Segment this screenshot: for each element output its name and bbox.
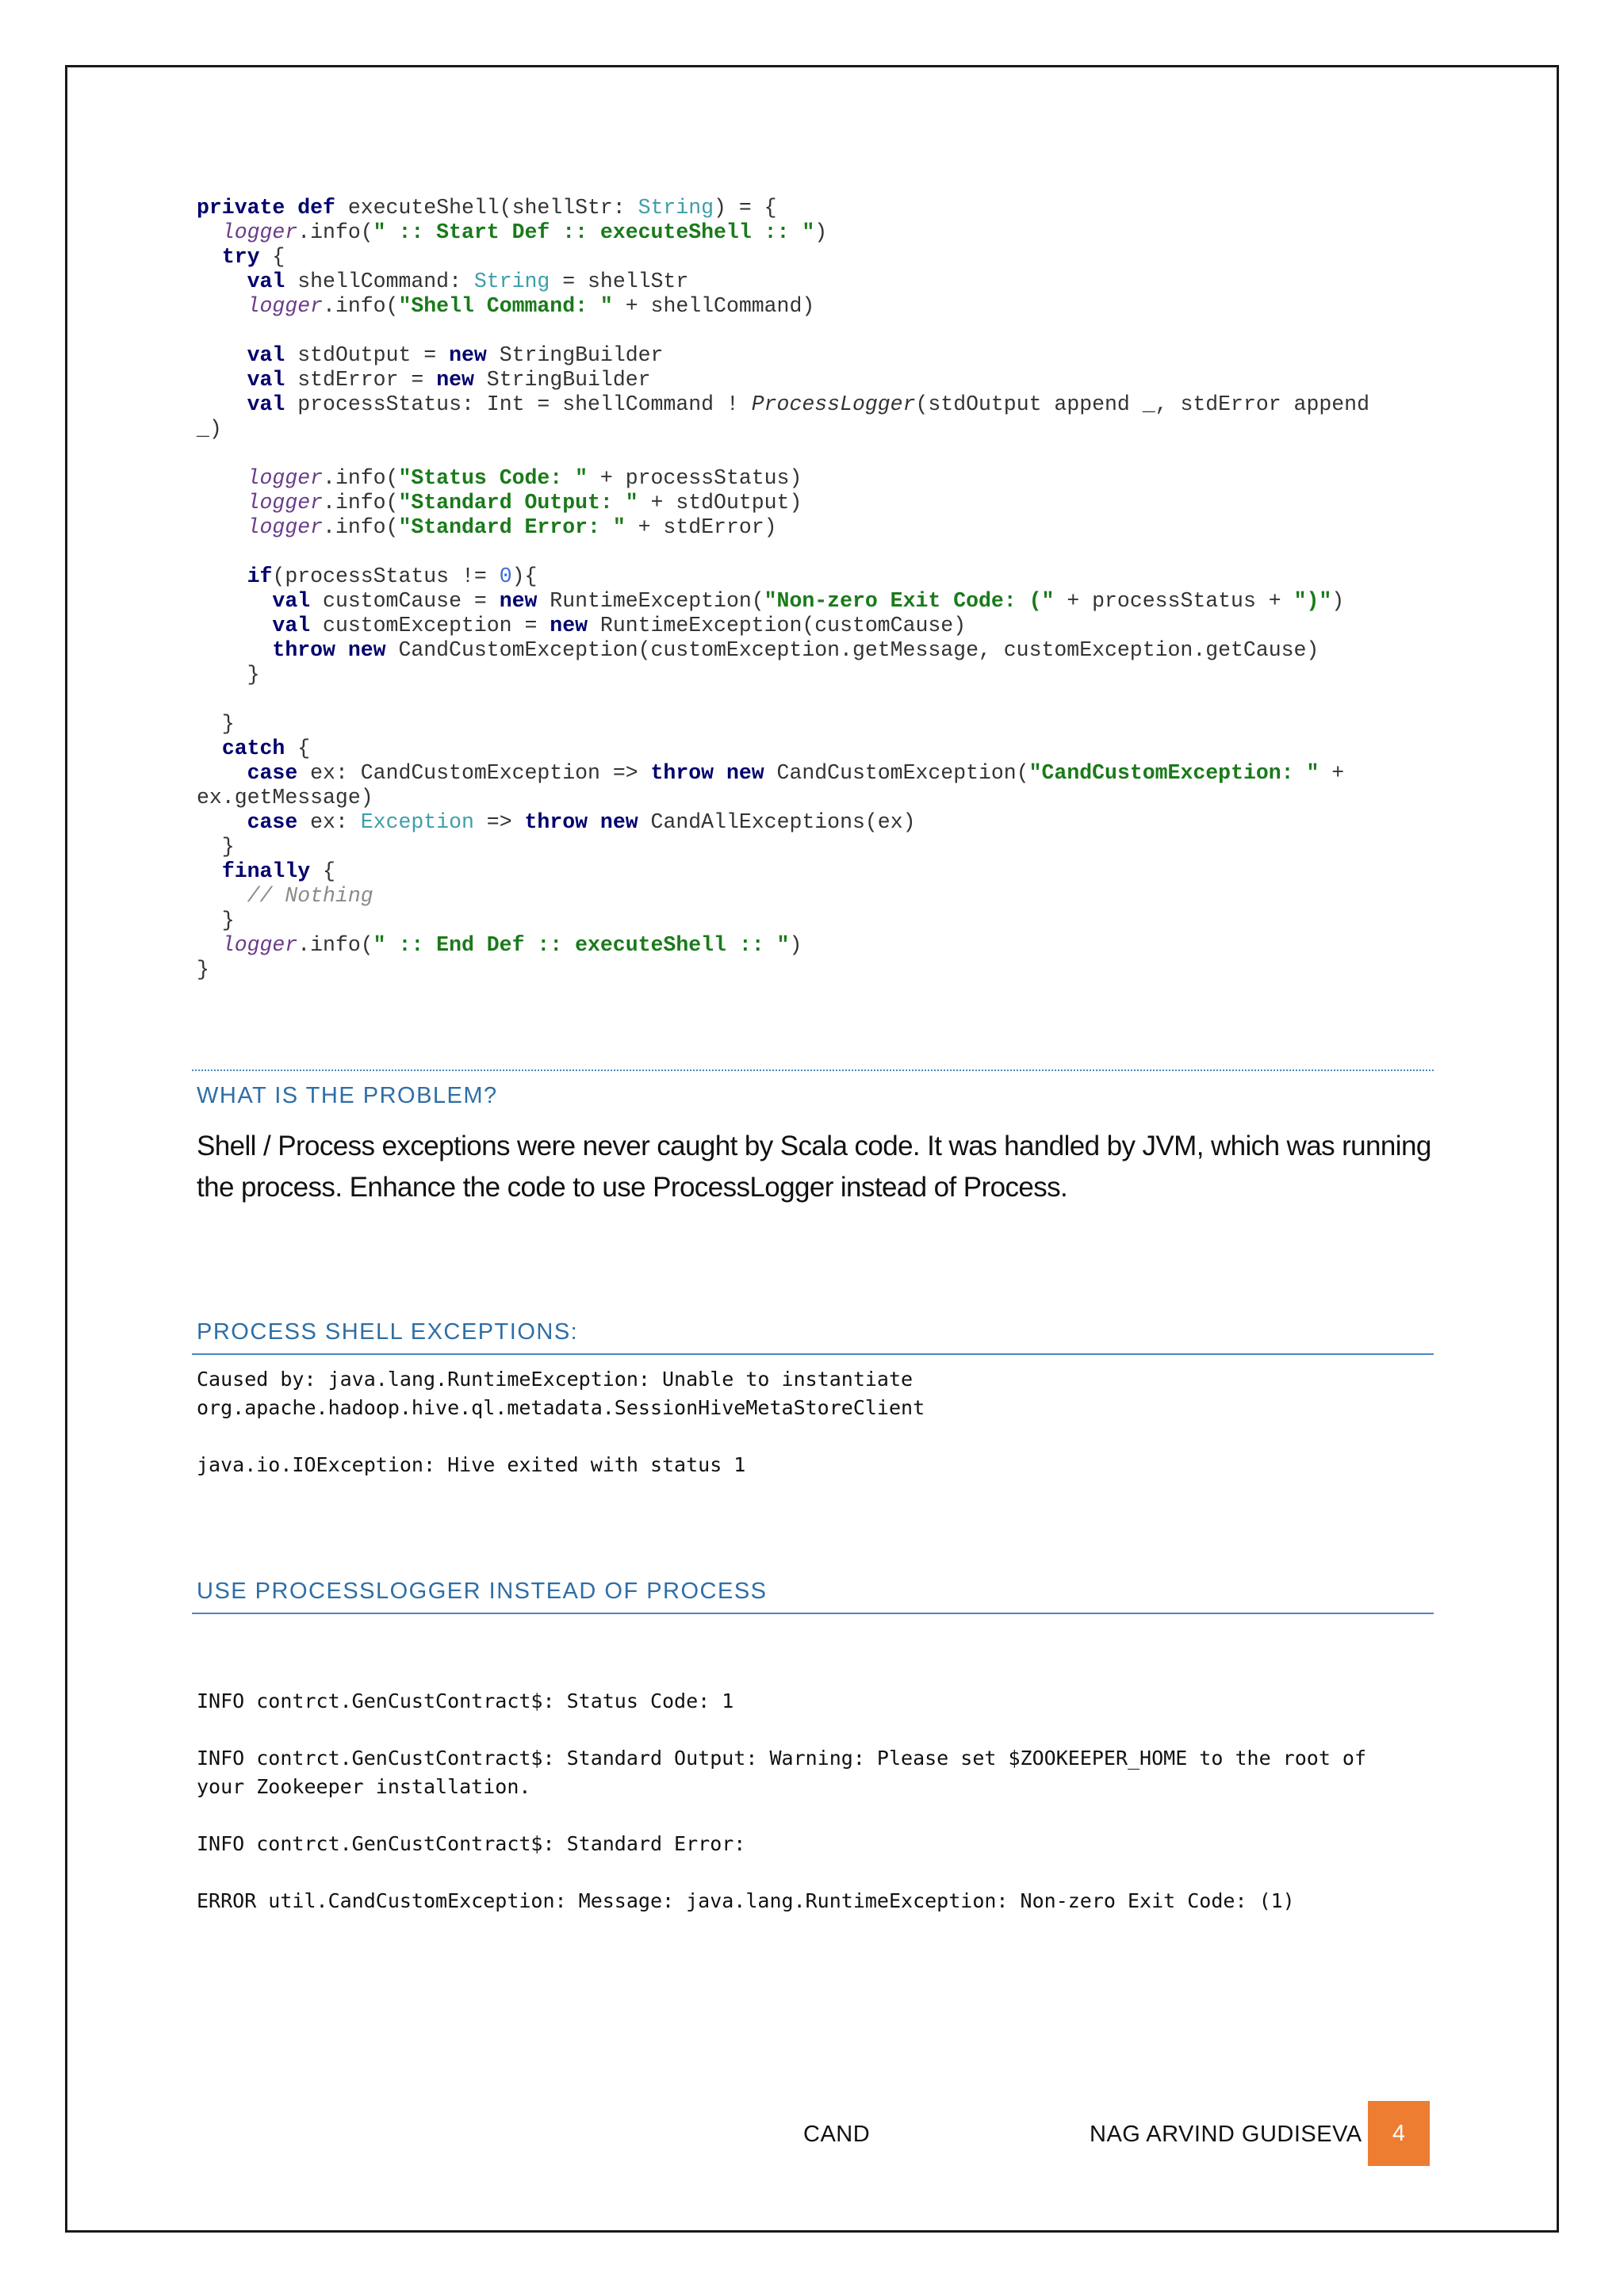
code-token: throw new <box>650 761 764 785</box>
code-line <box>197 442 1434 466</box>
code-token: ProcessLogger <box>751 392 916 416</box>
code-line <box>197 835 1434 859</box>
code-token: "Standard Output: " <box>398 491 638 515</box>
code-token: StringBuilder <box>473 368 651 392</box>
heading-process-shell-exceptions: PROCESS SHELL EXCEPTIONS: <box>197 1319 579 1345</box>
code-token <box>197 589 272 613</box>
code-token: case <box>247 761 298 785</box>
code-token <box>197 737 222 760</box>
code-line <box>197 712 1434 737</box>
code-token <box>197 294 247 318</box>
code-token: processStatus: Int = shellCommand ! <box>285 392 752 416</box>
code-token <box>197 859 222 883</box>
code-line <box>197 392 1434 417</box>
code-token <box>197 884 247 908</box>
code-token <box>197 515 247 539</box>
code-token: + <box>1319 761 1345 785</box>
code-token <box>197 245 222 269</box>
code-line <box>197 614 1434 638</box>
code-line <box>197 859 1434 884</box>
code-token: (processStatus != <box>272 564 500 588</box>
code-token: { <box>285 737 311 760</box>
code-line <box>197 589 1434 614</box>
code-token <box>197 392 247 416</box>
code-token: (stdOutput append _, stdError append <box>915 392 1369 416</box>
code-line <box>197 540 1434 564</box>
code-line <box>197 220 1434 245</box>
code-token: logger <box>221 220 298 244</box>
code-token: val <box>247 392 285 416</box>
code-token <box>197 368 247 392</box>
code-token: CandCustomException( <box>764 761 1029 785</box>
code-token: throw new <box>272 638 386 662</box>
code-token: + stdOutput) <box>638 491 802 515</box>
heading-underline <box>192 1613 1434 1614</box>
code-token: " :: End Def :: executeShell :: " <box>373 933 790 957</box>
code-token: => <box>473 810 525 834</box>
code-token: ex: <box>297 810 361 834</box>
code-token: } <box>197 958 209 982</box>
code-token: .info( <box>297 220 373 244</box>
code-token: val <box>247 270 285 293</box>
code-token: // Nothing <box>247 884 373 908</box>
code-line <box>197 368 1434 392</box>
code-token <box>197 761 247 785</box>
code-token: case <box>247 810 298 834</box>
code-token: "Non-zero Exit Code: (" <box>764 589 1055 613</box>
code-line <box>197 884 1434 909</box>
code-token: val <box>272 614 311 637</box>
code-token: catch <box>221 737 285 760</box>
code-token: val <box>272 589 311 613</box>
code-line <box>197 737 1434 761</box>
code-token: stdError = <box>285 368 437 392</box>
code-token: ) = { <box>714 196 777 220</box>
code-token: { <box>310 859 335 883</box>
code-token: stdOutput = <box>285 343 450 367</box>
processlogger-log: INFO contrct.GenCustContract$: Status Code: 1 INFO contrct.GenCustContract$: Standard Output: Warning: Please set $ZOOKEEPER_HOME to the root of your Zookeeper installation. INFO contrct.GenCustContract$: Standard Error: ERROR util.CandCustomException: Message: java.lang.RuntimeException: Non-zero Exit Code: (1) <box>197 1689 1367 1912</box>
code-token: } <box>197 909 235 932</box>
code-token: .info( <box>323 294 399 318</box>
code-token: logger <box>247 294 324 318</box>
code-line <box>197 343 1434 368</box>
code-token: RuntimeException(customCause) <box>588 614 967 637</box>
code-token: ex.getMessage) <box>197 786 373 809</box>
code-line <box>197 909 1434 933</box>
footer-label: CAND <box>803 2122 871 2147</box>
code-token: ) <box>789 933 802 957</box>
code-token: val <box>247 368 285 392</box>
code-token: "Status Code: " <box>398 466 588 490</box>
code-token: { <box>259 245 285 269</box>
code-token: .info( <box>323 515 399 539</box>
code-line <box>197 515 1434 540</box>
code-token: " :: Start Def :: executeShell :: " <box>373 220 815 244</box>
code-token: logger <box>247 491 324 515</box>
code-line <box>197 245 1434 270</box>
page-number-badge: 4 <box>1368 2101 1430 2166</box>
code-token: ex: CandCustomException => <box>297 761 651 785</box>
code-line <box>197 687 1434 712</box>
code-line <box>197 638 1434 663</box>
code-token: customCause = <box>310 589 500 613</box>
heading-underline <box>192 1353 1434 1355</box>
code-line <box>197 466 1434 491</box>
code-token: Exception <box>360 810 474 834</box>
code-token: .info( <box>323 491 399 515</box>
code-token: = shellStr <box>550 270 689 293</box>
code-token: shellCommand: <box>285 270 474 293</box>
footer-author: NAG ARVIND GUDISEVA <box>1090 2122 1362 2147</box>
code-token: "Shell Command: " <box>398 294 613 318</box>
code-token <box>197 810 247 834</box>
code-token: private def <box>197 196 348 220</box>
code-token: logger <box>247 515 324 539</box>
code-token <box>197 466 247 490</box>
code-line <box>197 958 1434 982</box>
code-token: logger <box>221 933 298 957</box>
heading-use-processlogger: USE PROCESSLOGGER INSTEAD OF PROCESS <box>197 1578 768 1604</box>
code-line <box>197 663 1434 687</box>
code-token: "CandCustomException: " <box>1028 761 1320 785</box>
heading-problem: WHAT IS THE PROBLEM? <box>197 1083 498 1108</box>
code-token: customException = <box>310 614 550 637</box>
code-line <box>197 933 1434 958</box>
code-token: new <box>436 368 474 392</box>
code-token <box>197 220 222 244</box>
code-token: _) <box>197 417 222 441</box>
code-token: } <box>197 712 235 736</box>
code-token: CandAllExceptions(ex) <box>638 810 916 834</box>
code-line <box>197 294 1434 319</box>
code-token: if <box>247 564 273 588</box>
code-token: CandCustomException(customException.getMessage, customException.getCause) <box>385 638 1320 662</box>
code-token <box>197 614 272 637</box>
code-line <box>197 319 1434 343</box>
code-token: + shellCommand) <box>612 294 815 318</box>
code-line <box>197 491 1434 515</box>
code-token: .info( <box>297 933 373 957</box>
code-token: String <box>638 196 714 220</box>
code-token: val <box>247 343 285 367</box>
exceptions-log: Caused by: java.lang.RuntimeException: Unable to instantiate org.apache.hadoop.hive.ql.metadata.SessionHiveMetaStoreClient java.io.IOException: Hive exited with status 1 <box>197 1368 925 1476</box>
code-token: ){ <box>511 564 538 588</box>
code-line <box>197 417 1434 442</box>
code-token: finally <box>221 859 311 883</box>
code-token: RuntimeException( <box>537 589 764 613</box>
code-line <box>197 196 1434 220</box>
code-token: "Standard Error: " <box>398 515 626 539</box>
code-token: String <box>473 270 550 293</box>
code-token: 0 <box>499 564 512 588</box>
code-token <box>197 638 272 662</box>
section-divider <box>192 1070 1434 1071</box>
code-token: throw new <box>524 810 638 834</box>
code-token: } <box>197 835 235 859</box>
scala-code-block <box>197 196 1434 982</box>
code-token: + processStatus) <box>588 466 802 490</box>
code-token <box>197 564 247 588</box>
code-token: new <box>499 589 538 613</box>
code-line <box>197 564 1434 589</box>
code-line <box>197 810 1434 835</box>
code-token: logger <box>247 466 324 490</box>
code-token: new <box>550 614 588 637</box>
code-token: executeShell(shellStr: <box>347 196 638 220</box>
code-token <box>197 343 247 367</box>
code-token: ")" <box>1293 589 1332 613</box>
code-token: new <box>449 343 487 367</box>
code-token: } <box>197 663 260 687</box>
problem-paragraph: Shell / Process exceptions were never caught by Scala code. It was handled by JVM, which was running the process. Enhance the code to use ProcessLogger instead of Process. <box>197 1131 1431 1203</box>
code-token: try <box>221 245 260 269</box>
code-line <box>197 270 1434 294</box>
code-token: + stdError) <box>625 515 777 539</box>
code-line <box>197 786 1434 810</box>
code-token: ) <box>814 220 828 244</box>
code-token: StringBuilder <box>486 343 664 367</box>
code-token: .info( <box>323 466 399 490</box>
code-token: ) <box>1331 589 1345 613</box>
code-token: + processStatus + <box>1054 589 1294 613</box>
code-line <box>197 761 1434 786</box>
code-token <box>197 933 222 957</box>
code-token <box>197 491 247 515</box>
code-token <box>197 270 247 293</box>
